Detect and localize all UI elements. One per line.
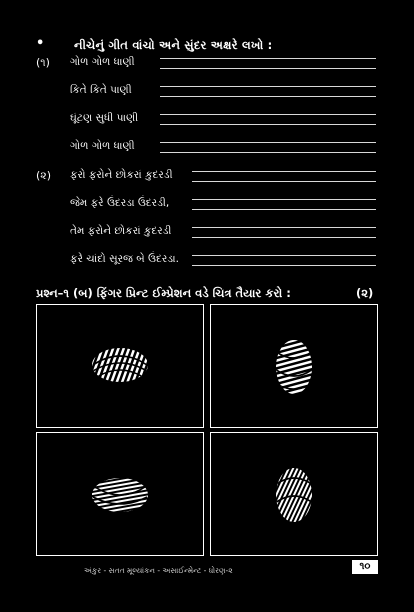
poem-1-line-2: કિતે કિતે પાણી (70, 84, 132, 96)
poem-1-line-4: ગોળ ગોળ ધાણી (70, 140, 135, 152)
bullet-icon: • (36, 36, 45, 51)
writing-line[interactable] (160, 58, 376, 59)
poem-2-line-3: તેમ ફરોને છોકરાં કુદરડી (70, 225, 172, 237)
fingerprint-horizontal-icon (91, 477, 149, 513)
fingerprint-vertical-icon (275, 339, 313, 395)
writing-line[interactable] (192, 171, 376, 172)
fingerprint-box-1[interactable] (36, 304, 204, 428)
poem-2-line-2: જેમ ફરે ઉંદરડા ઉંદરડી, (70, 197, 170, 209)
poem-1-line-1: ગોળ ગોળ ધાણી (70, 56, 135, 68)
poem-1-number: (૧) (36, 56, 50, 69)
fingerprint-box-4[interactable] (210, 432, 378, 556)
poem-2-line-1: ફરો ફરોને છોકરાં કુદરડી (70, 169, 173, 181)
fingerprint-box-3[interactable] (36, 432, 204, 556)
writing-line[interactable] (160, 124, 376, 125)
fingerprint-vertical-icon (275, 467, 313, 523)
question-title: પ્રશ્ન–૧ (બ) ફિંગર પ્રિન્ટ ઈમ્પ્રેશન વડે ચિત્ર તૈયાર કરો : (36, 286, 291, 300)
writing-line[interactable] (192, 265, 376, 266)
fingerprint-box-2[interactable] (210, 304, 378, 428)
writing-line[interactable] (192, 255, 376, 256)
poem-2-line-4: ફરે ચાંદો સૂરજ બે ઉંદરડા. (70, 253, 179, 265)
question-marks: (૨) (356, 286, 374, 300)
writing-line[interactable] (192, 227, 376, 228)
writing-line[interactable] (160, 114, 376, 115)
page-number: ૧૦ (352, 560, 378, 574)
writing-line[interactable] (192, 209, 376, 210)
writing-line[interactable] (160, 142, 376, 143)
instruction-heading: નીચેનું ગીત વાંચો અને સુંદર અક્ષરે લખો : (74, 38, 273, 52)
writing-line[interactable] (160, 68, 376, 69)
poem-1-line-3: ઘૂંટણ સુધી પાણી (70, 112, 139, 124)
writing-line[interactable] (160, 152, 376, 153)
writing-line[interactable] (192, 199, 376, 200)
footer-text: અંકુર - સતત મૂલ્યાંકન - અસાઈન્મેન્ટ - ધોરણ-૨ (84, 566, 233, 575)
writing-line[interactable] (192, 237, 376, 238)
writing-line[interactable] (160, 96, 376, 97)
writing-line[interactable] (192, 181, 376, 182)
poem-2-number: (૨) (36, 169, 52, 182)
writing-line[interactable] (160, 86, 376, 87)
fingerprint-horizontal-icon (91, 347, 149, 383)
